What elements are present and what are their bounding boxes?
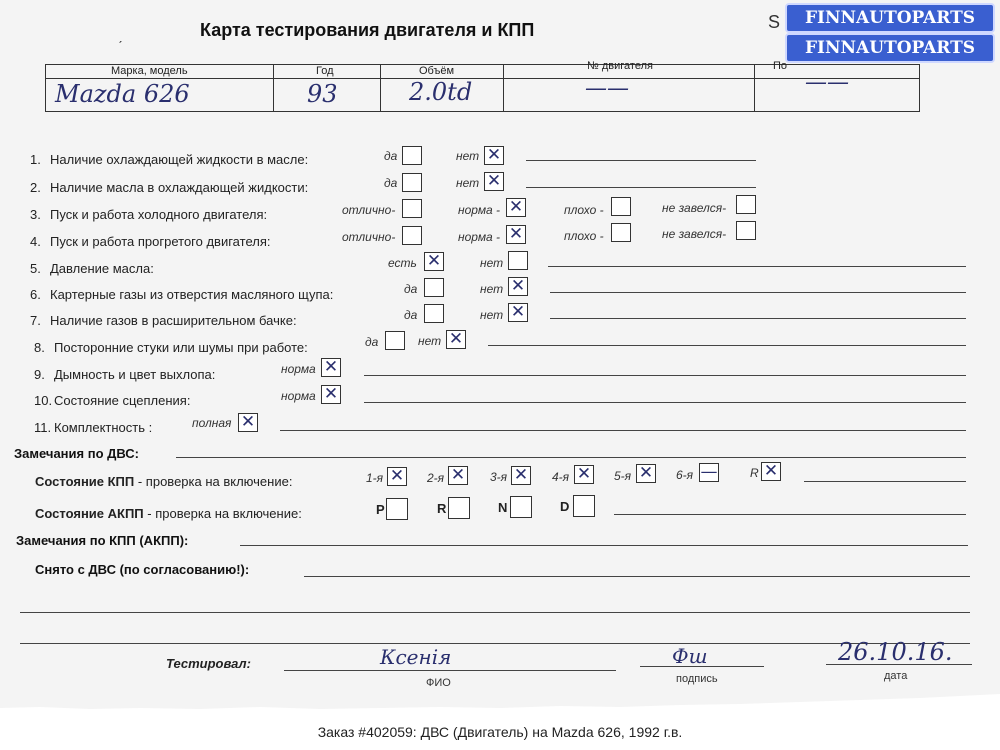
- date-caption: дата: [884, 670, 908, 682]
- kpp-label-bold: Состояние КПП: [35, 474, 135, 489]
- item-2-note-line: [526, 187, 756, 188]
- gear-6-label: 6-я: [676, 468, 694, 482]
- item-4-opt-2-checkbox[interactable]: ✕: [506, 225, 526, 244]
- item-5-opt-2-checkbox[interactable]: [508, 251, 528, 270]
- order-caption: Заказ #402059: ДВС (Двигатель) на Mazda 626, 1992 г.в.: [0, 714, 1000, 750]
- gear-r-box[interactable]: ✕: [761, 462, 781, 481]
- fio-caption: ФИО: [426, 677, 451, 689]
- item-5-note-line: [548, 266, 966, 267]
- item-3-opt-1-label: отлично-: [342, 203, 396, 217]
- item-5-num: 5.: [30, 261, 41, 276]
- header-col-year: Год: [316, 65, 334, 77]
- item-6-opt-2-checkbox[interactable]: ✕: [508, 277, 528, 296]
- kpp-label-rest: - проверка на включение:: [134, 474, 293, 489]
- watermark-logo-top: FINNAUTOPARTS: [785, 3, 995, 33]
- header-col-extra: По: [773, 60, 788, 72]
- item-4-opt-1-label: отлично-: [342, 230, 396, 244]
- item-7-num: 7.: [30, 313, 41, 328]
- item-2-opt-1-checkbox[interactable]: [402, 173, 422, 192]
- item-6-opt-1-label: да: [404, 282, 418, 296]
- item-2-opt-2-label: нет: [456, 176, 480, 190]
- item-11-opt-1-label: полная: [192, 416, 232, 430]
- item-4-opt-2-label: норма -: [458, 230, 501, 244]
- item-10-opt-1-label: норма: [281, 389, 316, 403]
- item-6-note-line: [550, 292, 966, 293]
- item-8-opt-2-label: нет: [418, 334, 442, 348]
- akpp-label-bold: Состояние АКПП: [35, 506, 144, 521]
- akpp-r-box[interactable]: [448, 497, 470, 519]
- item-3-opt-1-checkbox[interactable]: [402, 199, 422, 218]
- gear-5-label: 5-я: [614, 469, 632, 483]
- item-10-note-line: [364, 402, 966, 403]
- item-11-note-line: [280, 430, 966, 431]
- akpp-n-box[interactable]: [510, 496, 532, 518]
- gear-3-label: 3-я: [490, 470, 508, 484]
- gear-1-label: 1-я: [366, 471, 384, 485]
- item-6-opt-2-label: нет: [480, 282, 504, 296]
- test-date: 26.10.16.: [838, 638, 953, 666]
- tested-label: Тестировал:: [166, 656, 251, 671]
- gear-4-label: 4-я: [552, 470, 570, 484]
- item-1-opt-1-label: да: [384, 149, 398, 163]
- item-7-note-line: [550, 318, 966, 319]
- value-model: Mazda 626: [55, 80, 190, 108]
- item-5-text: Давление масла:: [50, 261, 154, 276]
- engine-remarks-line: [176, 457, 966, 458]
- item-9-text: Дымность и цвет выхлопа:: [54, 367, 216, 382]
- item-6-text: Картерные газы из отверстия масляного щупа:: [50, 287, 334, 302]
- akpp-p-box[interactable]: [386, 498, 408, 520]
- item-2-opt-1-label: да: [384, 176, 398, 190]
- akpp-d-label: D: [560, 499, 570, 514]
- item-4-opt-4-label: не завелся-: [662, 227, 727, 241]
- item-2-num: 2.: [30, 180, 41, 195]
- akpp-label: [35, 506, 302, 521]
- item-4-opt-1-checkbox[interactable]: [402, 226, 422, 245]
- corner-code: S: [768, 12, 781, 32]
- item-9-note-line: [364, 375, 966, 376]
- tester-signature: Фш: [672, 644, 708, 668]
- signature-line: [640, 666, 764, 667]
- removed-line-3: [20, 643, 970, 644]
- gear-6-box[interactable]: —: [700, 462, 718, 482]
- item-8-opt-1-checkbox[interactable]: [385, 331, 405, 350]
- value-extra: ——: [805, 70, 849, 95]
- vehicle-header-table: [45, 60, 920, 112]
- item-9-opt-1-checkbox[interactable]: ✕: [321, 358, 341, 377]
- item-7-opt-2-label: нет: [480, 308, 504, 322]
- tester-name: Ксенія: [380, 645, 452, 669]
- value-volume: 2.0td: [409, 78, 473, 106]
- engine-remarks-label: Замечания по ДВС:: [14, 446, 139, 461]
- removed-label: Снято с ДВС (по согласованию!):: [35, 562, 250, 577]
- item-1-opt-2-label: нет: [456, 149, 480, 163]
- item-1-text: Наличие охлаждающей жидкости в масле:: [50, 152, 309, 167]
- kpp-label: [35, 474, 292, 489]
- item-1-num: 1.: [30, 152, 41, 167]
- kpp-remarks-label: Замечания по КПП (АКПП):: [16, 533, 189, 548]
- item-2-text: Наличие масла в охлаждающей жидкости:: [50, 180, 309, 195]
- item-1-opt-1-checkbox[interactable]: [402, 146, 422, 165]
- item-6-opt-1-checkbox[interactable]: [424, 278, 444, 297]
- akpp-d-box[interactable]: [573, 495, 595, 517]
- item-8-opt-2-checkbox[interactable]: ✕: [446, 330, 466, 349]
- watermark-logo-bottom: FINNAUTOPARTS: [785, 33, 995, 63]
- akpp-p-label: P: [376, 502, 385, 517]
- item-7-text: Наличие газов в расширительном бачке:: [50, 313, 297, 328]
- item-10-text: Состояние сцепления:: [54, 393, 191, 408]
- kpp-note-line: [804, 481, 966, 482]
- item-11-opt-1-checkbox[interactable]: ✕: [238, 413, 258, 432]
- gear-2-box[interactable]: ✕: [448, 466, 468, 485]
- item-10-opt-1-checkbox[interactable]: ✕: [321, 385, 341, 404]
- item-3-opt-3-label: плохо -: [564, 203, 604, 217]
- item-5-opt-1-label: есть: [388, 256, 417, 270]
- header-col-engine-no: № двигателя: [587, 60, 653, 72]
- item-7-opt-2-checkbox[interactable]: ✕: [508, 303, 528, 322]
- removed-line-1: [304, 576, 970, 577]
- item-5-opt-2-label: нет: [480, 256, 504, 270]
- value-engine-no: ——: [585, 76, 629, 101]
- item-3-text: Пуск и работа холодного двигателя:: [50, 207, 268, 222]
- item-3-opt-2-label: норма -: [458, 203, 501, 217]
- torn-paper-edge: [0, 690, 1000, 714]
- item-3-opt-3-checkbox[interactable]: [611, 197, 631, 216]
- gear-5-box[interactable]: ✕: [636, 464, 656, 483]
- item-7-opt-1-label: да: [404, 308, 418, 322]
- item-5-opt-1-checkbox[interactable]: ✕: [424, 252, 444, 271]
- gear-2-label: 2-я: [427, 471, 445, 485]
- item-4-opt-4-checkbox[interactable]: [736, 221, 756, 240]
- item-3-opt-4-label: не завелся-: [662, 201, 727, 215]
- akpp-note-line: [614, 514, 966, 515]
- akpp-r-label: R: [437, 501, 447, 516]
- item-9-opt-1-label: норма: [281, 362, 316, 376]
- akpp-n-label: N: [498, 500, 508, 515]
- akpp-label-rest: - проверка на включение:: [143, 506, 302, 521]
- item-11-num: 11.: [34, 420, 52, 435]
- date-line: [826, 664, 972, 665]
- item-4-num: 4.: [30, 234, 41, 249]
- item-1-note-line: [526, 160, 756, 161]
- item-10-num: 10.: [34, 393, 53, 408]
- header-col-volume: Объём: [419, 65, 455, 77]
- item-11-text: Комплектность :: [54, 420, 153, 435]
- card-title: Карта тестирования двигателя и КПП: [200, 20, 535, 40]
- header-col-model: Марка, модель: [111, 65, 188, 77]
- item-3-opt-4-checkbox[interactable]: [736, 195, 756, 214]
- signature-caption: подпись: [676, 673, 718, 685]
- scribble-mark: ˊ: [118, 38, 123, 54]
- item-6-num: 6.: [30, 287, 41, 302]
- item-8-text: Посторонние стуки или шумы при работе:: [54, 340, 308, 355]
- gear-r-label: R: [750, 466, 759, 480]
- item-8-opt-1-label: да: [365, 335, 379, 349]
- gear-1-box[interactable]: ✕: [387, 467, 407, 486]
- item-1-opt-2-checkbox[interactable]: ✕: [484, 146, 504, 165]
- kpp-remarks-line: [240, 545, 968, 546]
- gear-4-box[interactable]: ✕: [574, 465, 594, 484]
- value-year: 93: [307, 80, 338, 108]
- item-3-num: 3.: [30, 207, 41, 222]
- item-8-note-line: [488, 345, 966, 346]
- item-2-opt-2-checkbox[interactable]: ✕: [484, 172, 504, 191]
- item-4-opt-3-checkbox[interactable]: [611, 223, 631, 242]
- item-4-text: Пуск и работа прогретого двигателя:: [50, 234, 271, 249]
- removed-line-2: [20, 612, 970, 613]
- gear-3-box[interactable]: ✕: [511, 466, 531, 485]
- tester-name-line: [284, 670, 616, 671]
- item-7-opt-1-checkbox[interactable]: [424, 304, 444, 323]
- item-9-num: 9.: [34, 367, 45, 382]
- item-8-num: 8.: [34, 340, 45, 355]
- item-4-opt-3-label: плохо -: [564, 229, 604, 243]
- item-3-opt-2-checkbox[interactable]: ✕: [506, 198, 526, 217]
